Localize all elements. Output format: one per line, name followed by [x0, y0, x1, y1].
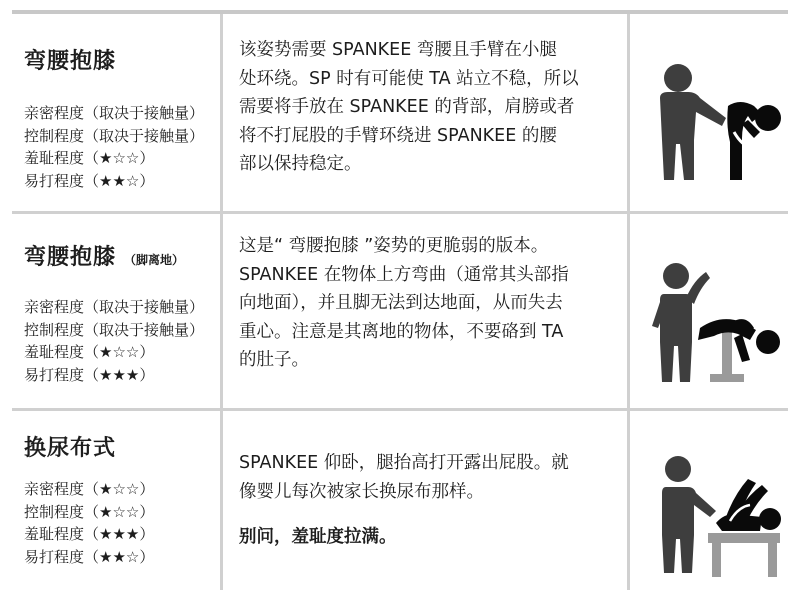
pose-description [239, 36, 619, 179]
control-rating: 控制程度（取决于接触量） [24, 320, 205, 339]
description-cell [223, 14, 630, 211]
description-line: 处环绕。SP 时有可能使 TA 站立不稳，所以 [239, 68, 579, 89]
description-line: 将不打屁股的手臂环绕进 SPANKEE 的腰 [239, 125, 557, 146]
ease-rating: 易打程度（★★☆） [24, 547, 155, 566]
pose-info-cell [12, 14, 223, 211]
pose-description [239, 449, 619, 552]
description-line: 这是“ 弯腰抱膝 ”姿势的更脆弱的版本。 [239, 236, 549, 256]
description-line: 该姿势需要 SPANKEE 弯腰且手臂在小腿 [239, 40, 557, 60]
rating-list [24, 102, 204, 192]
description-cell [223, 411, 630, 590]
shame-rating: 羞耻程度（★☆☆） [24, 343, 155, 361]
pose-title [24, 431, 116, 462]
pose-illustration-cell [630, 14, 788, 211]
control-rating: 控制程度（取决于接触量） [24, 126, 205, 145]
description-emphasis: 别问，羞耻度拉满。 [239, 527, 397, 547]
rating-list [24, 296, 204, 386]
description-cell [223, 214, 630, 408]
shame-rating: 羞耻程度（★★★） [24, 525, 155, 543]
person-bent-over-pedestal-icon [630, 214, 788, 408]
table-row [12, 14, 788, 214]
ease-rating: 易打程度（★★☆） [24, 171, 155, 190]
description-line: SPANKEE 仰卧，腿抬高打开露出屁股。就 [239, 453, 569, 473]
position-guide-table [12, 10, 788, 590]
description-line: 重心。注意是其离地的物体，不要硌到 TA [239, 321, 564, 342]
pose-title-text: 弯腰抱膝 [24, 49, 117, 74]
standing-partner-steadying-bent-over-person-icon [630, 14, 788, 211]
pose-title [24, 240, 184, 271]
pose-info-cell [12, 214, 223, 408]
description-line: 向地面），并且脚无法到达地面，从而失去 [239, 293, 563, 313]
pose-title-text: 弯腰抱膝 [24, 245, 117, 270]
pose-illustration-cell [630, 214, 788, 408]
control-rating: 控制程度（★☆☆） [24, 502, 155, 521]
intimacy-rating: 亲密程度（取决于接触量） [24, 298, 205, 316]
table-row [12, 214, 788, 411]
person-lying-legs-raised-on-table-icon [630, 411, 788, 590]
description-line: SPANKEE 在物体上方弯曲（通常其头部指 [239, 264, 569, 285]
description-line: 需要将手放在 SPANKEE 的背部，肩膀或者 [239, 97, 575, 117]
pose-title-suffix: （脚离地） [124, 253, 185, 267]
pose-title [24, 44, 116, 75]
description-line: 部以保持稳定。 [239, 154, 362, 174]
pose-info-cell [12, 411, 223, 590]
pose-description [239, 232, 619, 375]
table-row [12, 411, 788, 590]
shame-rating: 羞耻程度（★☆☆） [24, 149, 155, 167]
pose-illustration-cell [630, 411, 788, 590]
rating-list [24, 478, 154, 568]
intimacy-rating: 亲密程度（取决于接触量） [24, 104, 205, 122]
description-line: 像婴儿每次被家长换尿布那样。 [239, 481, 484, 502]
description-line: 的肚子。 [239, 350, 309, 370]
intimacy-rating: 亲密程度（★☆☆） [24, 480, 155, 498]
ease-rating: 易打程度（★★★） [24, 365, 155, 384]
pose-title-text: 换尿布式 [24, 436, 117, 461]
